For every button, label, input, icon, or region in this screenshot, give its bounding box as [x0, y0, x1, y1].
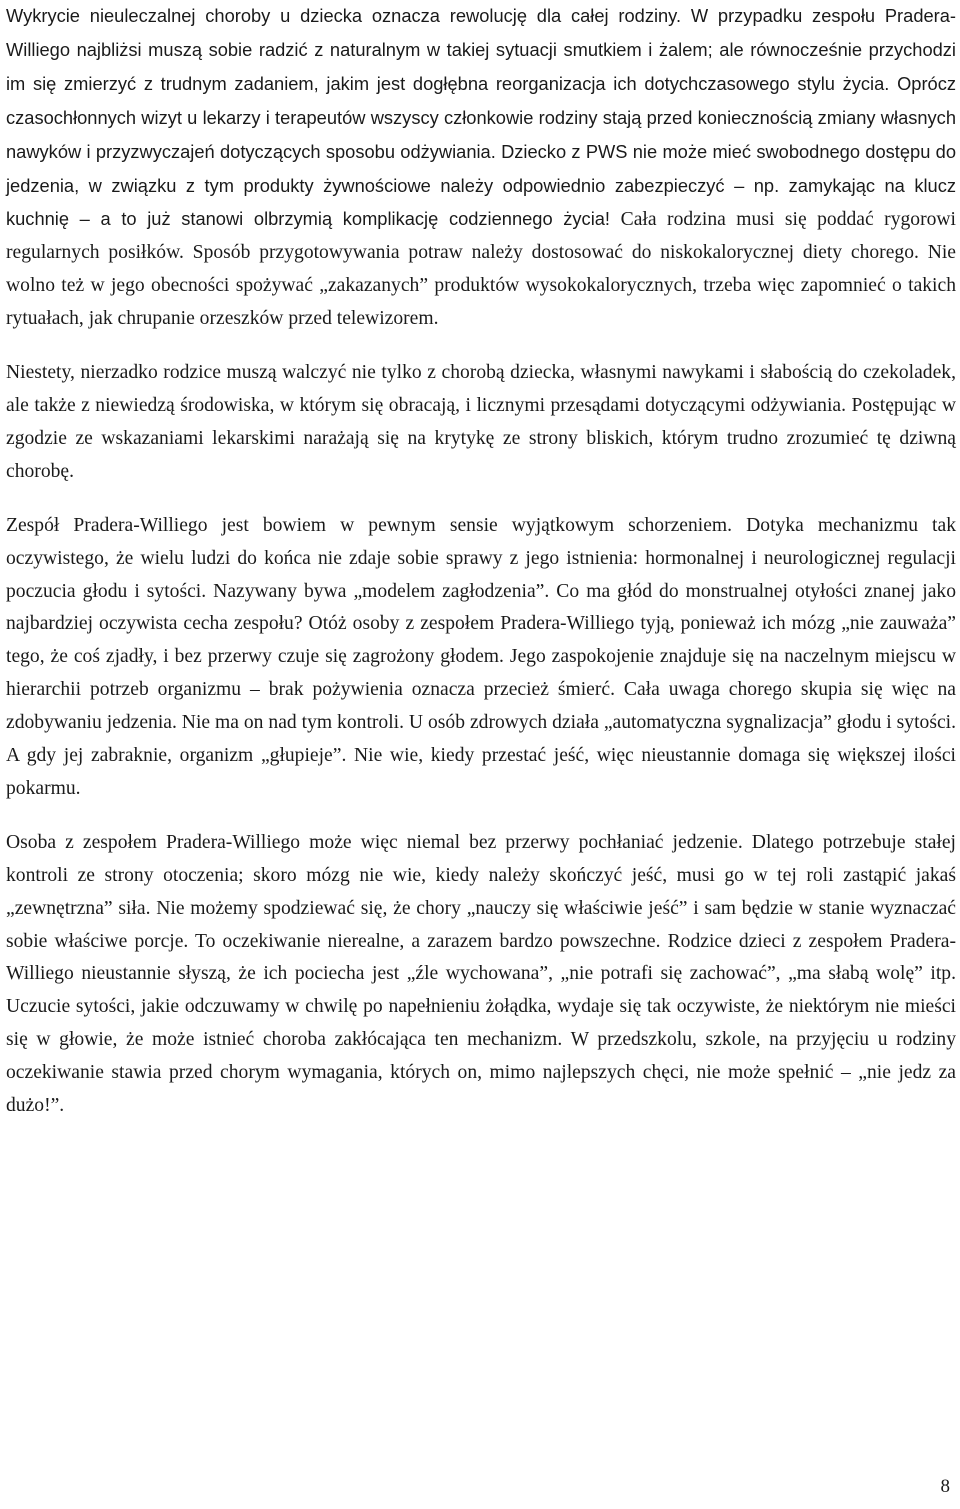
paragraph-gap — [6, 336, 956, 357]
paragraph-2-text: Niestety, nierzadko rodzice muszą walczyć nie tylko z chorobą dziecka, własnymi nawykami i słabością do czekoladek, ale także z niewiedzą środowiska, w którym się obracają, i licznymi przesądami dotyczącymi odżywiania. Postępując w zgodzie ze wskazaniami lekarskimi narażają się na krytykę ze strony bliskich, którym trudno zrozumieć tę dziwną chorobę. — [6, 362, 956, 482]
paragraph-3-text: Zespół Pradera-Williego jest bowiem w pewnym sensie wyjątkowym schorzeniem. Dotyka mechanizmu tak oczywistego, że wielu ludzi do końca nie zdaje sobie sprawy z jego istnienia: hormonalnej i neurologicznej regulacji poczucia głodu i sytości. Nazywany bywa „modelem zagłodzenia”. Co ma głód do monstrualnej otyłości znanej jako najbardziej oczywista cecha zespołu? Otóż osoby z zespołem Pradera-Williego tyją, ponieważ ich mózg „nie zauważa” tego, że coś zjadły, i bez przerwy czuje się zagrożony głodem. Jego zaspokojenie znajduje się na naczelnym miejscu w hierarchii potrzeb organizmu – brak pożywienia oznacza przecież śmierć. Cała uwaga chorego skupia się więc na zdobywaniu jedzenia. Nie ma on nad tym kontroli. U osób zdrowych działa „automatyczna sygnalizacja” głodu i sytości. A gdy jej zabraknie, organizm „głupieje”. Nie wie, kiedy przestać jeść, więc nieustannie domaga się większej ilości pokarmu. — [6, 514, 956, 799]
paragraph-1-run-3: Cała rodzina musi się poddać rygorowi regularnych posiłków. Sposób przygotowywania potraw należy dostosować do niskokalorycznej diety chorego. Nie wolno też w jego obecności spożywać „zakazanych” produktów wysokokalorycznych, trzeba więc zapomnieć o takich rytuałach, jak chrupanie orzeszków przed telewizorem. — [6, 209, 957, 330]
paragraph-4-text: Osoba z zespołem Pradera-Williego może więc niemal bez przerwy pochłaniać jedzenie. Dlatego potrzebuje stałej kontroli ze strony otoczenia; skoro mózg nie wie, kiedy należy skończyć jeść, musi go w tej roli zastąpić jakaś „zewnętrzna” siła. Nie możemy spodziewać się, że chory „nauczy się właściwie jeść” i sam będzie w stanie wyznaczać sobie właściwe porcje. To oczekiwanie nierealne, a zarazem bardzo powszechne. Rodzice dzieci z zespołem Pradera-Williego nieustannie słyszą, że ich pociecha jest „źle wychowana”, „nie potrafi się zachować”, „ma słabą wolę” itp. Uczucie sytości, jakie odczuwamy w chwilę po napełnieniu żołądka, wydaje się tak oczywiste, że niektórym nie mieści się w głowie, że może istnieć choroba zakłócająca ten mechanizm. W przedszkolu, szkole, na przyjęciu u rodziny oczekiwanie stawia przed chorym wymagania, których on, mimo najlepszych chęci, nie może spełnić – „nie jedz za dużo!”. — [6, 831, 956, 1117]
paragraph-1-run-1: Wykrycie nieuleczalnej choroby u dziecka oznacza rewolucję dla całej rodziny. W przypadku zespołu Pradera-Williego najbliżsi muszą sobie radzić z naturalnym w takiej sytuacji smutkiem i żalem; ale równocześnie przychodzi im się zmierzyć z trudnym zadaniem, jakim jest dogłębna reorganizacja ich dotychczasowego stylu życia. — [6, 5, 956, 94]
paragraph-gap — [6, 489, 956, 510]
paragraph-3 — [6, 510, 956, 806]
paragraph-gap — [6, 806, 956, 827]
paragraph-1 — [6, 0, 956, 336]
page-number: 8 — [940, 1476, 950, 1497]
paragraph-2 — [6, 357, 956, 489]
document-page — [6, 0, 956, 1123]
paragraph-1-run-2: Oprócz czasochłonnych wizyt u lekarzy i terapeutów wszyscy członkowie rodziny stają przed koniecznością zmiany własnych nawyków i przyzwyczajeń dotyczących sposobu odżywiania. Dziecko z PWS nie może mieć swobodnego dostępu do jedzenia, w związku z tym produkty żywnościowe należy odpowiednio zabezpieczyć – np. zamykając na klucz kuchnię – a to już stanowi olbrzymią komplikację codziennego życia! — [6, 72, 956, 230]
paragraph-4 — [6, 827, 956, 1123]
